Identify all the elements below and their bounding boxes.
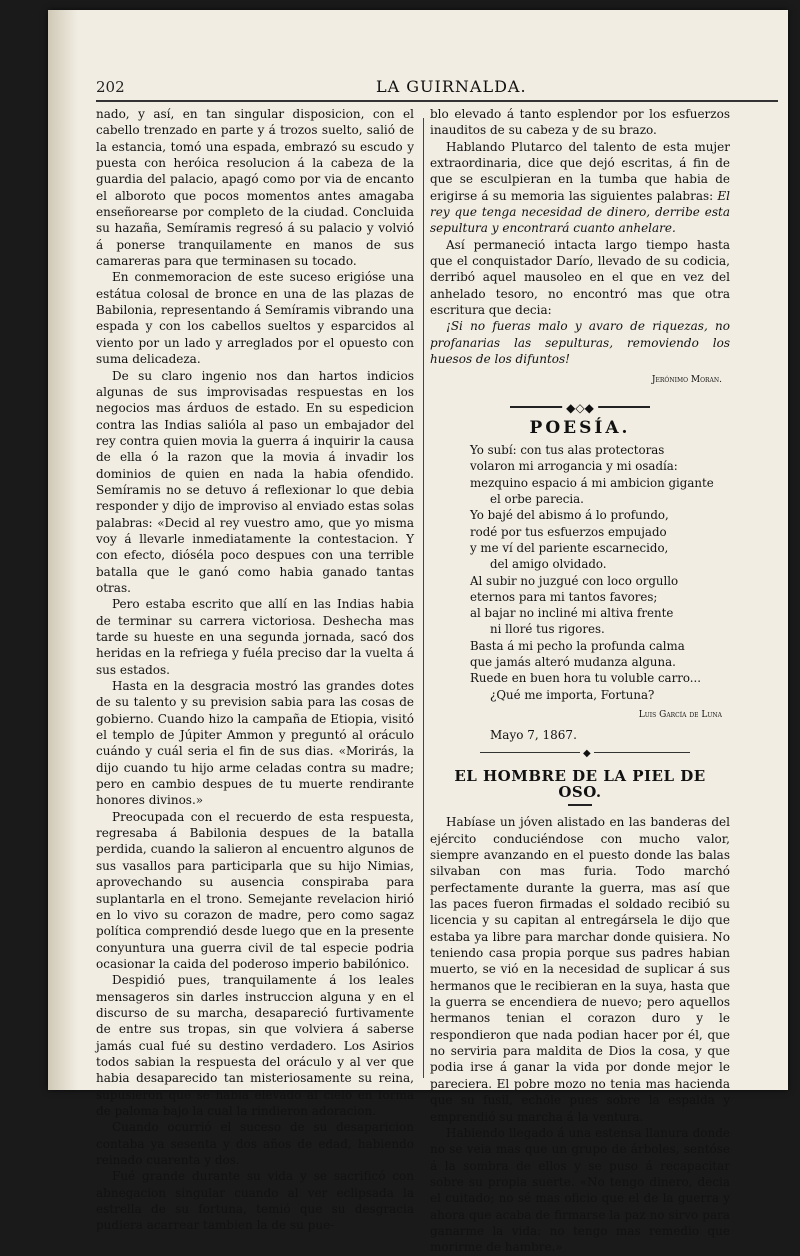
paragraph: Así permaneció intacta largo tiempo hasta que el conquistador Darío, llevado de su codicia, derribó aquel mausoleo en el que en vez del anhelado tesoro, no encontró mas que otra escritura que decia:: [430, 237, 730, 318]
second-epitaph: ¡Si no fueras malo y avaro de riquezas, no profanarias las sepulturas, removiendo los huesos de los difuntos!: [430, 319, 730, 367]
poem-line: del amigo olvidado.: [490, 557, 607, 572]
poem-line: mezquino espacio á mi ambicion gigante: [470, 475, 714, 490]
poem-line: Yo subí: con tus alas protectoras: [470, 443, 665, 458]
page-header: [96, 76, 770, 100]
paragraph: Habiendo llegado á una estensa llanura donde no se veia mas que un grupo de árboles, sentóse á la sombra de ellos y se puso á recapacitar sobre su propia suerte. «No tengo dinero, decia el cuitado; no sé mas oficio que el de la guerra y ahora que acaba de firmarse la paz no sirvo para ganarme la vida: no tengo mas remedio que morirme de hambre.»: [430, 1125, 730, 1255]
page-gutter-shadow: [48, 10, 78, 1090]
paragraph: nado, y así, en tan singular disposicion, con el cabello trenzado en parte y á trozos suelto, salió de la estancia, tomó una espada, embrazó su escudo y puesta con heróica resolucion á la cabeza de la guardia del palacio, apagó como por via de encanto el alboroto que pocos momentos antes amagaba enseñorearse por completo de la ciudad. Concluida su hazaña, Semíramis regresó á su palacio y volvió á ponerse tranquilamente en manos de sus camareras para que terminasen su tocado.: [96, 107, 414, 269]
poem-date: Mayo 7, 1867.: [490, 728, 577, 743]
paragraph: Despidió pues, tranquilamente á los leales mensageros sin darles instruccion alguna y en el discurso de su marcha, desapareció furtivamente de entre sus tropas, sin que volviera á saberse jamás cual fué su destino verdadero. Los Asirios todos sabian la respuesta del oráculo y al ver que habia desaparecido tan misteriosamente su reina, supusieron que se habia elevado al cielo en forma de paloma bajo la cual la rindieron adoracion.: [96, 973, 414, 1118]
poem-line: Basta á mi pecho la profunda calma: [470, 638, 685, 653]
poem-line: eternos para mi tantos favores;: [470, 589, 658, 604]
separator-diamond-icon: ◆: [580, 746, 594, 762]
ornament-diamond-icon: ◆◇◆: [562, 400, 598, 416]
paragraph: Habíase un jóven alistado en las banderas del ejército conduciéndose con mucho valor, siempre avanzando en el puesto donde las balas silvaban con mas furia. Todo marchó perfectamente durante la guerra, mas así que las paces fueron firmadas el soldado recibió su licencia y su capitan al entregársela le dijo que estaba ya libre para marchar donde quisiera. No teniendo casa propia porque sus padres habian muerto, se vió en la necesidad de suplicar á sus hermanos que le recibieran en la suya, hasta que la guerra se encendiera de nuevo; pero aquellos hermanos tenian el corazon duro y le respondieron que nada podian hacer por él, que no serviria para maldita de Dios la cosa, y que podia irse á ganar la vida por donde mejor le pareciera. El pobre mozo no tenia mas hacienda que su fusil, echóle pues sobre la espalda y emprendió su marcha á la ventura.: [430, 815, 730, 1124]
poem-line: el orbe parecia.: [490, 492, 584, 507]
masthead-title: LA GUIRNALDA.: [376, 77, 527, 96]
poem-section-title: POESÍA.: [529, 417, 631, 438]
paragraph: Hasta en la desgracia mostró las grandes dotes de su talento y su prevision sabia para las cosas de gobierno. Cuando hizo la campaña de Etiopia, visitó el templo de Júpiter Ammon y preguntó al oráculo cuándo y cuál seria el fin de sus dias. «Morirás, la dijo cuando tu hijo arme celadas contra su madre; pero en cambio despues de tu muerte rendirante honores divinos.»: [96, 679, 414, 808]
paragraph: [430, 139, 730, 237]
story-separator: [430, 748, 730, 758]
section-ornament: [430, 400, 730, 414]
left-column: [96, 106, 414, 1234]
poem-line: que jamás alteró mudanza alguna.: [470, 655, 676, 670]
poem-line: y me ví del pariente escarnecido,: [470, 540, 669, 555]
column-divider: [423, 118, 424, 1078]
author-signature: Jerónimo Moran.: [651, 374, 722, 385]
poem-line: Yo bajé del abismo á lo profundo,: [470, 508, 669, 523]
poem-line: rodé por tus esfuerzos empujado: [470, 524, 667, 539]
paragraph: Fué grande durante su vida y se sacrificó con abnegacion singular cuando al ver eclipsada la estrella de su fortuna, temió que su desgracia pudiera acarrear tambien la de su pue-: [96, 1169, 414, 1233]
poet-signature: Luis García de Luna: [638, 709, 722, 720]
title-underline: [568, 804, 592, 806]
poem-line: Al subir no juzgué con loco orgullo: [470, 573, 679, 588]
paragraph: Pero estaba escrito que allí en las Indias habia de terminar su carrera victoriosa. Deshecha mas tarde su hueste en una segunda jornada, sacó dos heridas en la refriega y fuéla preciso dar la vuelta á sus estados.: [96, 597, 414, 677]
plutarco-lead: Hablando Plutarco del talento de esta mujer extraordinaria, dice que dejó escritas, á fin de que se esculpieran en la tumba que habia de erigirse á su memoria las siguientes palabras:: [430, 139, 730, 203]
right-column: [430, 106, 730, 1256]
page-number: 202: [96, 78, 125, 96]
story-title: EL HOMBRE DE LA PIEL DE OSO.: [454, 766, 706, 801]
poem-line: al bajar no incliné mi altiva frente: [470, 606, 674, 621]
epitaph-quote: El rey que tenga necesidad de dinero, derribe esta sepultura y encontrará cuanto anhelare.: [430, 188, 730, 236]
paragraph: En conmemoracion de este suceso erigióse una estátua colosal de bronce en una de las plazas de Babilonia, representando á Semíramis vibrando una espada y con los cabellos sueltos y esparcidos al viento por un lado y arreglados por el opuesto con suma delicadeza.: [96, 270, 414, 367]
poem: [470, 442, 730, 703]
header-rule: [96, 100, 778, 102]
paragraph: De su claro ingenio nos dan hartos indicios algunas de sus improvisadas respuestas en los negocios mas árduos de estado. En su espedicion contra las Indias salióla al paso un embajador del rey contra quien movia la guerra á inquirir la causa de ella ó la razon que la movia á invadir los dominios de quien en nada la habia ofendido. Semíramis no se detuvo á reflexionar lo que debia responder y dijo de improviso al enviado estas solas palabras: «Decid al rey vuestro amo, que yo misma voy á llevarle inmediatamente la contestacion. Y con efecto, dióséla poco despues con una terrible batalla que le ganó como habia ganado tantas otras.: [96, 368, 414, 595]
paragraph: Preocupada con el recuerdo de esta respuesta, regresaba á Babilonia despues de la batalla perdida, cuando la salieron al encuentro algunos de sus vasallos para participarla que su hijo Nimias, aprovechando su ausencia conspiraba para suplantarla en el trono. Semejante revelacion hirió en lo vivo su corazon de madre, pero como sagaz política comprendió desde luego que en la presente conyuntura una guerra civil de tal especie podria ocasionar la caida del poderoso imperio babilónico.: [96, 809, 414, 971]
paragraph: Cuando ocurrió el suceso de su desaparicion contaba ya sesenta y dos años de edad, habiendo reinado cuarenta y dos.: [96, 1120, 414, 1167]
poem-line: volaron mi arrogancia y mi osadía:: [470, 459, 678, 474]
poem-line: Ruede en buen hora tu voluble carro...: [470, 671, 702, 686]
newspaper-page: [48, 10, 788, 1255]
poem-line: ¿Qué me importa, Fortuna?: [490, 687, 655, 702]
poem-line: ni lloré tus rigores.: [490, 622, 605, 637]
paragraph: blo elevado á tanto esplendor por los esfuerzos inauditos de su cabeza y de su brazo.: [430, 107, 730, 138]
